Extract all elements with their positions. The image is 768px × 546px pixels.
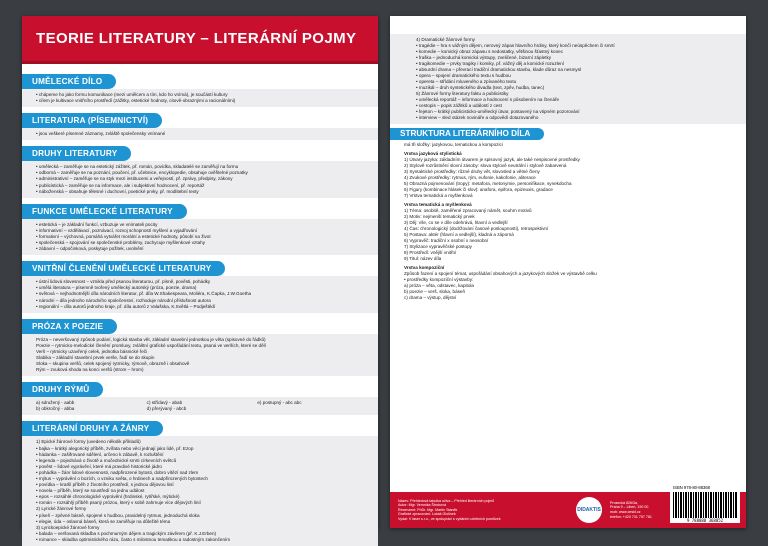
- lang-list: [404, 157, 732, 199]
- text-row: • komedie – komický obraz zápasu s nedostatky, většinou šťastný konec: [416, 49, 563, 54]
- text-row: • světová – nejhodnotnější díla národních literatur, př. díla W.Shakespeara, Moliéra, K.Čapka, J.W.Goetha: [36, 291, 252, 297]
- text-row: 5) Postava: aktér (hlavní a vedlejší), kladná a záporná: [404, 232, 514, 237]
- text-row: • estetická – je základní funkcí, vzbuzuje ve vnímateli pocity: [36, 221, 158, 227]
- text-row: • opereta – střídání mluveného a zpívaného textu: [416, 79, 517, 84]
- text-row: 4) Zvukové prostředky: rytmus, rým, eufonie, kakofonie, aliterace: [404, 175, 536, 180]
- section-heading: PRÓZA X POEZIE: [22, 319, 117, 334]
- text-row: • absurdní drama – převrací tradiční dramatickou stavbu, klade důraz na nesmysl: [416, 67, 582, 72]
- text-row: • umělecká – zaměřuje se na estetický zážitek, př. román, povídka, skladatelé se zaměřují na formu: [36, 164, 239, 170]
- structure-intro: má tři složky: jazykovou, tematickou a kompozici: [404, 142, 503, 147]
- section: [22, 418, 378, 546]
- theme-list: [404, 208, 732, 262]
- page-title: TEORIE LITERATURY – LITERÁRNÍ POJMY: [22, 16, 378, 64]
- text-row: • umělecká reportáž – informace a hodnocení s působením na čtenáře: [416, 97, 560, 102]
- left-content: [22, 64, 378, 546]
- section-heading: LITERATURA (PÍSEMNICTVÍ): [22, 113, 162, 128]
- text-row: • cílem je kultivace vnitřního prostředí (zážitky, estetické hodnoty, citově-obraznými a racionálními): [36, 98, 236, 104]
- text-row: 2) Lyrické žánrové formy: [36, 506, 87, 512]
- section: [22, 379, 378, 415]
- text-row: • povídka – kratší příběh z životního prostředí, s jednou dějovou linií: [36, 482, 174, 488]
- text-row: 2) Motiv: nejmenší tematický prvek: [404, 214, 475, 219]
- text-row: Rým – zvuková shoda na konci veršů (strom – hrom): [36, 367, 144, 373]
- section-body: [22, 161, 378, 197]
- footer-credits: [398, 499, 568, 522]
- text-row: • národní – díla jednoho národního společenství, rozhoduje národní příslušnost autora: [36, 297, 211, 303]
- right-page: [390, 16, 746, 528]
- publisher-logo: DIDAKTIS: [576, 497, 602, 523]
- address-line: mob: www.ceskt.cz: [610, 510, 641, 514]
- text-row: 1) Téma: osobitě, zaměřené zpracovaný námět, souhrn motivů: [404, 208, 532, 213]
- text-row: • náboženská – obsahuje tělesné i duchovní, poetické prvky, př. modlitební texty: [36, 188, 199, 194]
- text-row: Slabika – základní stavební prvek verše, řadí se do skupin: [36, 354, 155, 360]
- lang-title: Vrstva jazyková stylistická: [404, 151, 462, 156]
- text-row: • chápeme ho jako formu komunikace (mezi umělcem a tím, kdo ho vnímá), je součástí kultury: [36, 92, 228, 97]
- text-row: 1) Útvary jazyka: základním útvarem je spisovný jazyk, ale také nespisovné prostředky: [404, 157, 580, 162]
- text-row: • bajka – krátký alegorický příběh, zvířata nebo věci jednají jako lidé, př. Ezop: [36, 445, 194, 451]
- footer-line: Autor: Mgr. Veronika Štrobová: [398, 503, 446, 508]
- text-row: • jsou veškeré písemné záznamy, zvláště společensky vnímané: [36, 131, 166, 137]
- text-row: 2) Stylově rozrůstnění slovní zásoby: slova stylově neutrální i stylově zabarvená: [404, 163, 567, 168]
- section-heading: VNITŘNÍ ČLENĚNÍ UMĚLECKÉ LITERATURY: [22, 261, 225, 276]
- section-heading: DRUHY LITERATURY: [22, 146, 131, 161]
- rhyme-column: [257, 400, 368, 412]
- section-body: [22, 128, 378, 140]
- text-row: Verš – rytmicky uzavřený celek, jednotka básnické řeči: [36, 348, 148, 354]
- barcode-number: 9 788088 368052: [686, 518, 724, 523]
- text-row: • pohádka – žánr lidové slovesnosti, nadpřirozené bytosti, dobro vítězí nad zlem: [36, 469, 199, 475]
- footer-line: Vydal: V laser s.r.o., ve spolupráci s vydáním učebních pomůcek: [398, 516, 501, 521]
- rhyme-column: [147, 400, 258, 412]
- text-row: • informativní – vzdělávací, poznávací, rozvoj schopností myšlení a vyjadřování: [36, 227, 197, 233]
- section: [22, 258, 378, 312]
- text-row: • ústní lidová slovesnost – vznikla před psanou literaturou, př. písně, pověsti, pohádky: [36, 279, 211, 285]
- text-row: • tragikomedie – prvky tragiky i komiky, př. vážný děj a komické rozuzlení: [416, 61, 565, 66]
- text-row: Sloka – skupina veršů, celek spojený rytmicky, rýmově, obrazně i obsahově: [36, 361, 190, 367]
- footer-line: Název: Přehledová tabulka učiva – Přehled literárních pojmů: [398, 498, 495, 503]
- text-row: a) próza – věta, odstavec, kapitola: [404, 283, 474, 288]
- text-row: • umělá literatura – písemně tvořený umělecký autorský (próza, poezie, drama): [36, 285, 197, 291]
- section-heading: UMĚLECKÉ DÍLO: [22, 74, 116, 89]
- text-row: • muzikál – druh syntetického divadla (text, zpěv, hudba, tanec): [416, 85, 545, 90]
- footer-line: Grafické zpracování: Lukáš Glolínek: [398, 512, 456, 517]
- text-row: • opera – spojení dramatického textu s hudbou: [416, 73, 511, 78]
- comp-title: Vrstva kompoziční: [404, 265, 445, 270]
- address-line: Prosecká 826/3a,: [610, 500, 638, 505]
- section-body: [22, 436, 378, 546]
- text-row: • romance – skladba optimistického rázu, často s milostnou tematikou a radostným zakončením: [36, 536, 231, 542]
- text-row: d) přerývaný - abcb: [146, 406, 187, 412]
- text-row: 3) Děj: vše, co se v díle odehrává, hlavní a vedlejší: [404, 220, 508, 225]
- text-row: • hádanka – zašifrované sdělení, určeno k zábavě, k rozluštění: [36, 451, 164, 457]
- text-row: 1) Epické žánrové formy (uvedeno několik příkladů): [36, 439, 141, 445]
- text-row: • zábavní – odpočinková, poskytuje požitek, uvolnění: [36, 246, 144, 252]
- section: [22, 143, 378, 197]
- section-heading: FUNKCE UMĚLECKÉ LITERATURY: [22, 204, 187, 219]
- text-row: • epos – rozsáhlé chronologické vyprávění (hrdinské, rytířské, mýtické): [36, 494, 180, 500]
- left-page: [22, 16, 378, 542]
- text-row: 7) Vrstva tematická a myšlenková: [404, 193, 473, 198]
- address-line: telefon: +420 731 757 781: [610, 514, 652, 519]
- rhyme-columns: [36, 400, 368, 412]
- text-row: • fejeton – krátký publicisticko-umělecký útvar, postavený na vtipném pozorování: [416, 109, 580, 114]
- dramatic-forms-block: [390, 34, 746, 124]
- text-row: Próza – neveršovaný způsob podání, logická stavba vět, základní stavební jednotkou je věta (spisovné do řádků): [36, 336, 266, 342]
- section: [22, 316, 378, 377]
- text-row: • administrativní – zaměřuje se na styk mezi institucemi a veřejností, př. zprávy, předpisy, zákony: [36, 176, 233, 182]
- section-body: [22, 397, 378, 415]
- text-row: • píseň – zpěvné básně, spojené s hudbou, pravidelný rytmus, jednoduchá sloka: [36, 512, 200, 518]
- text-row: • pověst – lidové vyprávění, které má pravdivé historické jádro: [36, 463, 162, 469]
- isbn-barcode: [670, 483, 740, 523]
- text-row: b) poezie – verš, sloka, báseň: [404, 289, 466, 294]
- text-row: 3) Syntaktické prostředky: různé druhy vět, slovosled a větné členy: [404, 169, 540, 174]
- text-row: 7) Stylizace vypravěčské postupy: [404, 244, 472, 249]
- text-row: 5) Žánrové formy literatury faktu a publicistiky: [416, 91, 509, 96]
- text-row: 4) Čas: chronologický (dodržování časové posloupnosti), retrospektivní: [404, 226, 549, 231]
- text-row: • odborná – zaměřuje se na poznání, poučení, př. učebnice, encyklopedie, obsahuje ověřitelné poznatky: [36, 170, 248, 176]
- text-row: • společenská – spojování se společenské problémy, zachycuje myšlenkové vztahy: [36, 240, 206, 246]
- text-row: • publicistická – zaměřuje se na informace, ale i subjektivní hodnocení, př. reportáž: [36, 182, 205, 188]
- text-row: Poezie – rytmicko-melodické členění promluvy, zvláštní grafické uspořádání textu, psaná ve verších, které se dělí: [36, 342, 266, 348]
- text-row: • prostředky kompoziční výstavby:: [404, 277, 474, 282]
- text-row: • cestopis – popis zážitků a událostí z cest: [416, 103, 502, 108]
- section-body: [22, 276, 378, 312]
- text-row: 5) Obrazná pojmenování (tropy): metafora, metonymie, personifikace, synekdocha: [404, 181, 572, 186]
- footer-line: Recenzent: PhDr. Mgr. Martin Staněk: [398, 507, 458, 512]
- text-row: • tragédie – hra s vážným dějem, nerovný zápas hlavního hrdiny, který končí neúspěchem či smrtí: [416, 43, 615, 48]
- text-row: e) postupný - abc abc: [257, 400, 302, 406]
- text-row: • interview – sled otázek novináře a odpovědí dotazovaného: [416, 115, 539, 120]
- text-row: c) drama – výstup, dějství: [404, 295, 457, 300]
- text-row: • novela – příběh, který se soustředí na jednu událost: [36, 488, 145, 494]
- text-row: • mýtus – vyprávění o bozích, o vzniku světa, o hrdinech a nadpřirozených bytostech: [36, 476, 208, 481]
- barcode-bars: [673, 492, 737, 518]
- text-row: • balada – veršovaná skladba s pochmurným dějem a tragickým závěrem (př. K.J.Erben): [36, 530, 217, 536]
- section-body: [22, 334, 378, 377]
- structure-heading: STRUKTURA LITERÁRNÍHO DÍLA: [390, 128, 544, 140]
- text-row: • elegie, óda – oslavná báseň, která se zaměřuje na důležité téma: [36, 518, 171, 524]
- text-row: 3) Lyrickoepické žánrové formy: [36, 524, 100, 530]
- comp-list: [404, 271, 732, 301]
- text-row: • formativní – výchovná, pomáhá vytvářet morální a estetické hodnoty, působí na život: [36, 233, 211, 239]
- text-row: 8) Prostředí: vnější vnitřní: [404, 250, 457, 255]
- right-content: [390, 16, 746, 301]
- section: [22, 110, 378, 140]
- address-line: Praha 9 – Libeň, 190 00: [610, 505, 649, 510]
- text-row: b) obkročný - abba: [36, 406, 75, 412]
- text-row: • román – rozsáhlý příběh psaný prózou, který v sobě zahrnuje více dějových linií: [36, 500, 201, 506]
- rhyme-column: [36, 400, 147, 412]
- isbn-number: ISBN 978-80-88368: [673, 485, 711, 490]
- text-row: 6) Vypravěč: tradiční x osobní x neosobní: [404, 238, 489, 243]
- section: [22, 71, 378, 107]
- text-row: • legenda – pojednává o životě a mučednické smrti církevních světců: [36, 457, 177, 463]
- section-heading: DRUHY RÝMŮ: [22, 382, 103, 397]
- text-row: a) sdružený - aabb: [36, 400, 75, 406]
- section-heading: LITERÁRNÍ DRUHY A ŽÁNRY: [22, 421, 163, 436]
- theme-title: Vrstva tematická a myšlenková: [404, 202, 472, 207]
- text-row: 4) Dramatické žánrové formy: [416, 37, 475, 42]
- section-body: [22, 219, 378, 255]
- text-row: 9) Titul: název díla: [404, 256, 442, 261]
- text-row: • fraška – jednoduchá komická výstupy, zveličené, bizarní zápletky: [416, 55, 552, 60]
- text-row: Způsob řazení a spojení témat, uspořádání obsahových a jazykových složek ve výstavbě celku: [404, 271, 597, 276]
- text-row: • regionální – díla autorů jednoho kraje, př. díla autorů z Valašska, K.Světlá – Podještědí: [36, 303, 216, 309]
- text-row: 6) Figury (kombinace hlásek či slov): anafora, epifora, epizeuxis, gradace: [404, 187, 553, 192]
- section-body: [22, 89, 378, 107]
- section: [22, 201, 378, 255]
- text-row: c) střídavý - abab: [146, 400, 183, 406]
